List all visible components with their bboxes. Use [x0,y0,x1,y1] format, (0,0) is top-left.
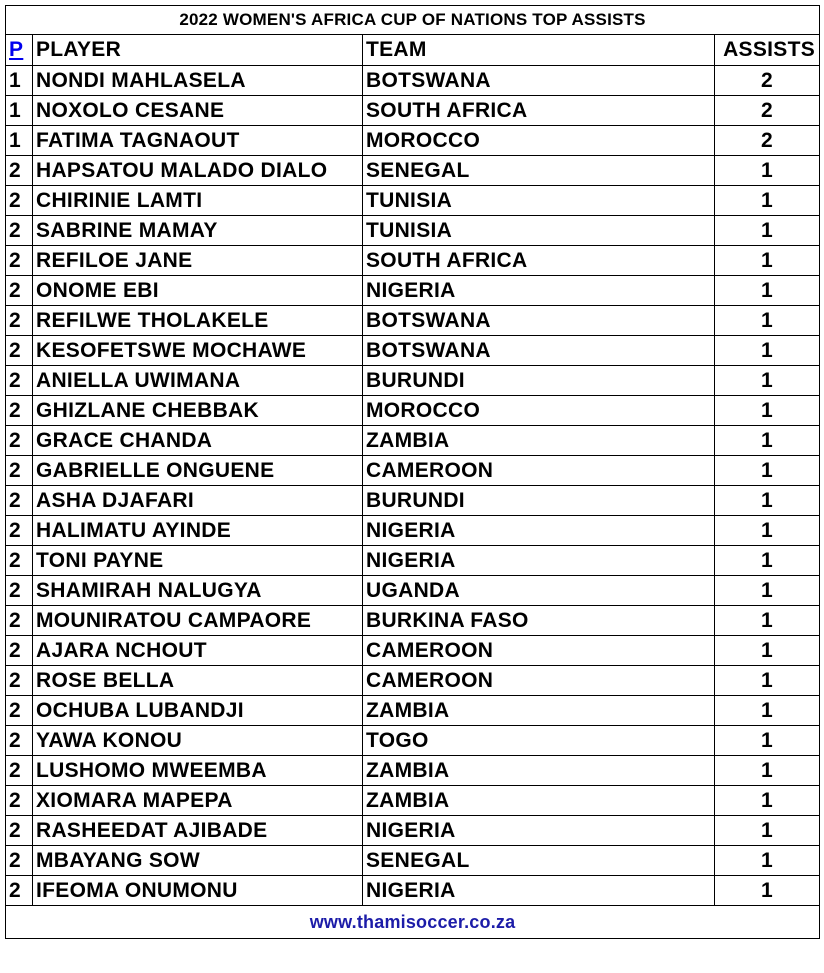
cell-assists: 2 [715,66,820,96]
title-row [6,6,820,35]
cell-team: BURUNDI [363,486,715,516]
cell-player: ASHA DJAFARI [33,486,363,516]
cell-team: TUNISIA [363,186,715,216]
table-row [6,666,820,696]
column-header-position[interactable] [6,35,33,66]
cell-team: UGANDA [363,576,715,606]
cell-team: ZAMBIA [363,786,715,816]
column-header-assists: ASSISTS [715,35,820,66]
cell-position: 2 [6,276,33,306]
cell-team: MOROCCO [363,126,715,156]
cell-position: 2 [6,396,33,426]
cell-assists: 1 [715,846,820,876]
cell-player: NOXOLO CESANE [33,96,363,126]
cell-team: TOGO [363,726,715,756]
cell-assists: 1 [715,696,820,726]
cell-position: 2 [6,156,33,186]
assists-table [5,5,820,939]
cell-position: 2 [6,876,33,906]
table-row [6,726,820,756]
table-row [6,396,820,426]
cell-player: HALIMATU AYINDE [33,516,363,546]
cell-player: GRACE CHANDA [33,426,363,456]
cell-position: 2 [6,786,33,816]
cell-position: 2 [6,816,33,846]
cell-player: REFILOE JANE [33,246,363,276]
table-row [6,366,820,396]
cell-assists: 1 [715,786,820,816]
cell-team: CAMEROON [363,666,715,696]
cell-assists: 1 [715,486,820,516]
cell-position: 2 [6,456,33,486]
table-row [6,336,820,366]
position-sort-link[interactable]: P [9,38,24,61]
table-row [6,246,820,276]
cell-team: ZAMBIA [363,426,715,456]
cell-position: 2 [6,186,33,216]
cell-assists: 2 [715,126,820,156]
cell-assists: 1 [715,576,820,606]
cell-team: BOTSWANA [363,336,715,366]
cell-assists: 1 [715,426,820,456]
cell-assists: 1 [715,276,820,306]
cell-team: BOTSWANA [363,66,715,96]
header-row [6,35,820,66]
cell-position: 1 [6,96,33,126]
cell-team: MOROCCO [363,396,715,426]
cell-team: TUNISIA [363,216,715,246]
cell-assists: 1 [715,816,820,846]
cell-position: 2 [6,366,33,396]
table-row [6,816,820,846]
cell-team: BURKINA FASO [363,606,715,636]
cell-player: ROSE BELLA [33,666,363,696]
cell-team: NIGERIA [363,876,715,906]
cell-team: CAMEROON [363,456,715,486]
cell-assists: 1 [715,186,820,216]
cell-position: 2 [6,726,33,756]
table-row [6,456,820,486]
cell-assists: 1 [715,456,820,486]
cell-position: 2 [6,306,33,336]
cell-team: ZAMBIA [363,696,715,726]
cell-position: 1 [6,66,33,96]
cell-position: 2 [6,846,33,876]
cell-assists: 1 [715,216,820,246]
table-row [6,636,820,666]
cell-player: SHAMIRAH NALUGYA [33,576,363,606]
cell-team: SOUTH AFRICA [363,246,715,276]
cell-player: SABRINE MAMAY [33,216,363,246]
table-row [6,66,820,96]
cell-position: 2 [6,606,33,636]
cell-assists: 1 [715,396,820,426]
table-row [6,756,820,786]
cell-player: MBAYANG SOW [33,846,363,876]
cell-position: 2 [6,666,33,696]
table-row [6,156,820,186]
cell-player: REFILWE THOLAKELE [33,306,363,336]
cell-player: KESOFETSWE MOCHAWE [33,336,363,366]
cell-team: ZAMBIA [363,756,715,786]
table-row [6,486,820,516]
cell-assists: 1 [715,606,820,636]
cell-assists: 1 [715,636,820,666]
cell-assists: 1 [715,156,820,186]
table-row [6,546,820,576]
cell-player: GABRIELLE ONGUENE [33,456,363,486]
table-row [6,576,820,606]
cell-player: HAPSATOU MALADO DIALO [33,156,363,186]
footer-row [6,906,820,939]
table-row [6,426,820,456]
cell-position: 2 [6,756,33,786]
table-row [6,186,820,216]
cell-assists: 1 [715,546,820,576]
column-header-team: TEAM [363,35,715,66]
cell-assists: 2 [715,96,820,126]
column-header-player: PLAYER [33,35,363,66]
table-row [6,516,820,546]
cell-team: SENEGAL [363,846,715,876]
website-link[interactable]: www.thamisoccer.co.za [309,912,516,932]
table-title: 2022 WOMEN'S AFRICA CUP OF NATIONS TOP ASSISTS [6,6,820,35]
table-row [6,216,820,246]
cell-player: TONI PAYNE [33,546,363,576]
cell-team: NIGERIA [363,816,715,846]
cell-team: NIGERIA [363,276,715,306]
cell-team: CAMEROON [363,636,715,666]
cell-position: 2 [6,336,33,366]
cell-position: 2 [6,636,33,666]
cell-player: RASHEEDAT AJIBADE [33,816,363,846]
cell-position: 2 [6,426,33,456]
table-row [6,126,820,156]
table-row [6,696,820,726]
cell-player: FATIMA TAGNAOUT [33,126,363,156]
cell-assists: 1 [715,366,820,396]
cell-player: ANIELLA UWIMANA [33,366,363,396]
cell-player: GHIZLANE CHEBBAK [33,396,363,426]
cell-team: NIGERIA [363,516,715,546]
cell-assists: 1 [715,336,820,366]
cell-position: 2 [6,546,33,576]
cell-assists: 1 [715,726,820,756]
cell-team: SENEGAL [363,156,715,186]
cell-position: 2 [6,216,33,246]
table-body [6,66,820,906]
cell-player: NONDI MAHLASELA [33,66,363,96]
cell-position: 1 [6,126,33,156]
cell-player: XIOMARA MAPEPA [33,786,363,816]
cell-position: 2 [6,516,33,546]
cell-position: 2 [6,246,33,276]
cell-player: IFEOMA ONUMONU [33,876,363,906]
cell-player: MOUNIRATOU CAMPAORE [33,606,363,636]
cell-position: 2 [6,486,33,516]
cell-player: AJARA NCHOUT [33,636,363,666]
footer-cell [6,906,820,939]
table-row [6,876,820,906]
table-row [6,306,820,336]
cell-assists: 1 [715,306,820,336]
cell-player: OCHUBA LUBANDJI [33,696,363,726]
table-row [6,276,820,306]
cell-assists: 1 [715,666,820,696]
cell-team: BURUNDI [363,366,715,396]
table-row [6,606,820,636]
cell-assists: 1 [715,876,820,906]
cell-assists: 1 [715,516,820,546]
cell-team: NIGERIA [363,546,715,576]
cell-player: CHIRINIE LAMTI [33,186,363,216]
cell-player: ONOME EBI [33,276,363,306]
table-row [6,846,820,876]
table-row [6,96,820,126]
cell-position: 2 [6,696,33,726]
cell-position: 2 [6,576,33,606]
cell-team: SOUTH AFRICA [363,96,715,126]
cell-assists: 1 [715,756,820,786]
table-row [6,786,820,816]
cell-player: YAWA KONOU [33,726,363,756]
cell-team: BOTSWANA [363,306,715,336]
cell-player: LUSHOMO MWEEMBA [33,756,363,786]
cell-assists: 1 [715,246,820,276]
